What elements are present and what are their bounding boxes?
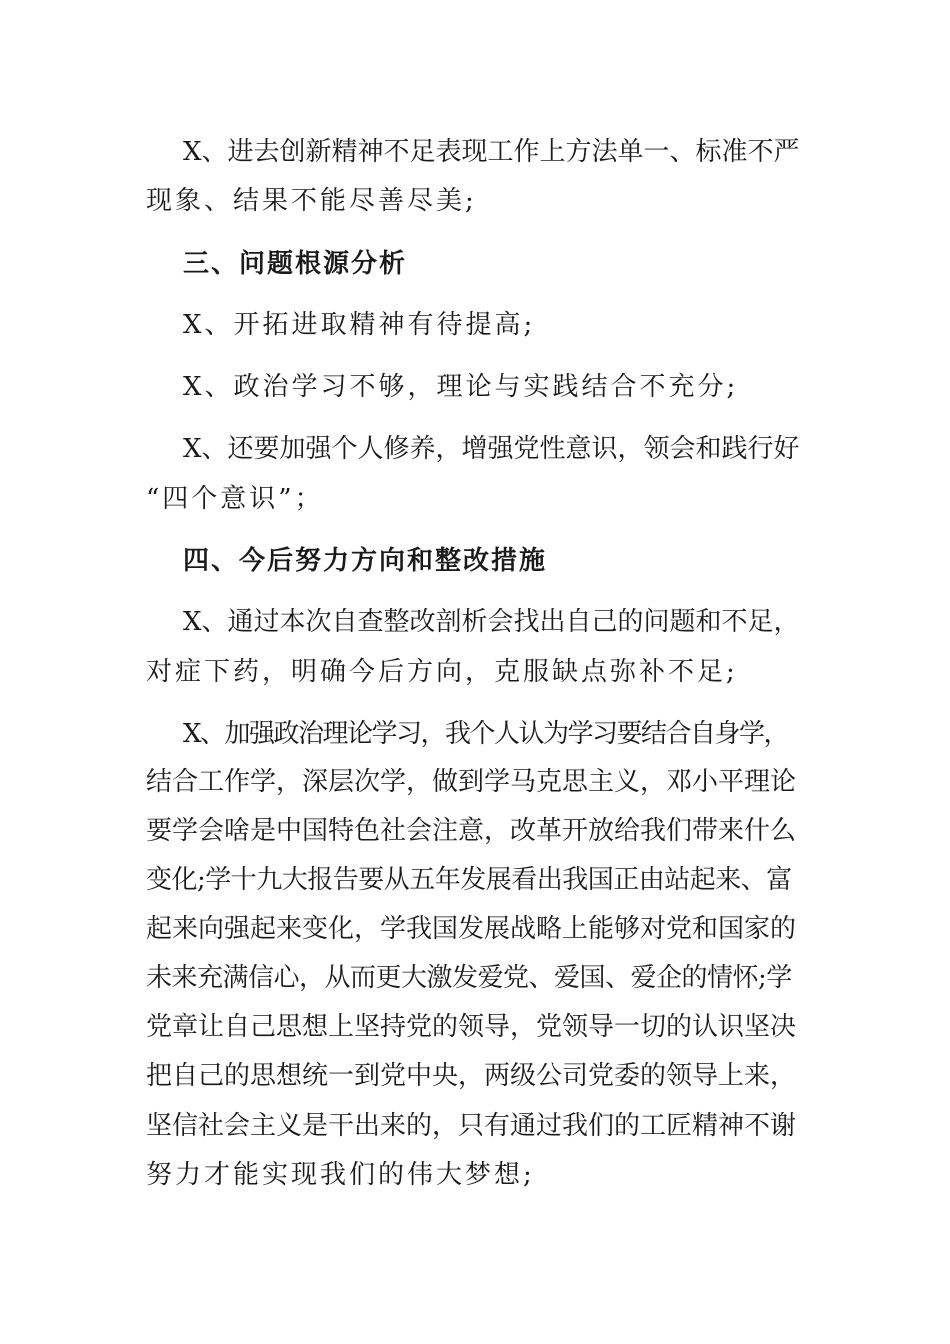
paragraph-line: “四个意识”； — [146, 484, 324, 514]
paragraph-line: 努力才能实现我们的伟大梦想; — [146, 1160, 535, 1190]
paragraph-line: X、还要加强个人修养，增强党性意识，领会和践行好 — [183, 434, 800, 464]
paragraph-line: 未来充满信心，从而更大激发爱党、爱国、爱企的情怀;学 — [146, 963, 792, 993]
paragraph-line: 坚信社会主义是干出来的，只有通过我们的工匠精神不谢 — [146, 1111, 797, 1141]
paragraph-line: 起来向强起来变化，学我国发展战略上能够对党和国家的 — [146, 914, 797, 944]
paragraph-line: X、进去创新精神不足表现工作上方法单一、标准不严 — [183, 137, 800, 167]
paragraph-line: X、加强政治理论学习，我个人认为学习要结合自身学， — [183, 719, 789, 749]
section-heading-4: 四、今后努力方向和整改措施 — [183, 546, 548, 576]
paragraph-line: 要学会啥是中国特色社会注意，改革开放给我们带来什么 — [146, 816, 797, 846]
paragraph-line: 党章让自己思想上坚持党的领导，党领导一切的认识坚决 — [146, 1012, 797, 1042]
section-heading-3: 三、问题根源分析 — [183, 249, 408, 279]
paragraph-line: X、政治学习不够，理论与实践结合不充分; — [183, 372, 739, 402]
paragraph-line: 现象、结果不能尽善尽美; — [146, 186, 477, 216]
paragraph-line: 把自己的思想统一到党中央，两级公司党委的领导上来， — [146, 1061, 797, 1091]
paragraph-line: 结合工作学，深层次学，做到学马克思主义，邓小平理论 — [146, 767, 797, 797]
paragraph-line: 对症下药，明确今后方向，克服缺点弥补不足; — [146, 657, 738, 687]
paragraph-line: X、通过本次自查整改剖析会找出自己的问题和不足， — [183, 607, 800, 637]
paragraph-line: X、开拓进取精神有待提高; — [183, 310, 536, 340]
paragraph-line: 变化;学十九大报告要从五年发展看出我国正由站起来、富 — [146, 865, 792, 895]
